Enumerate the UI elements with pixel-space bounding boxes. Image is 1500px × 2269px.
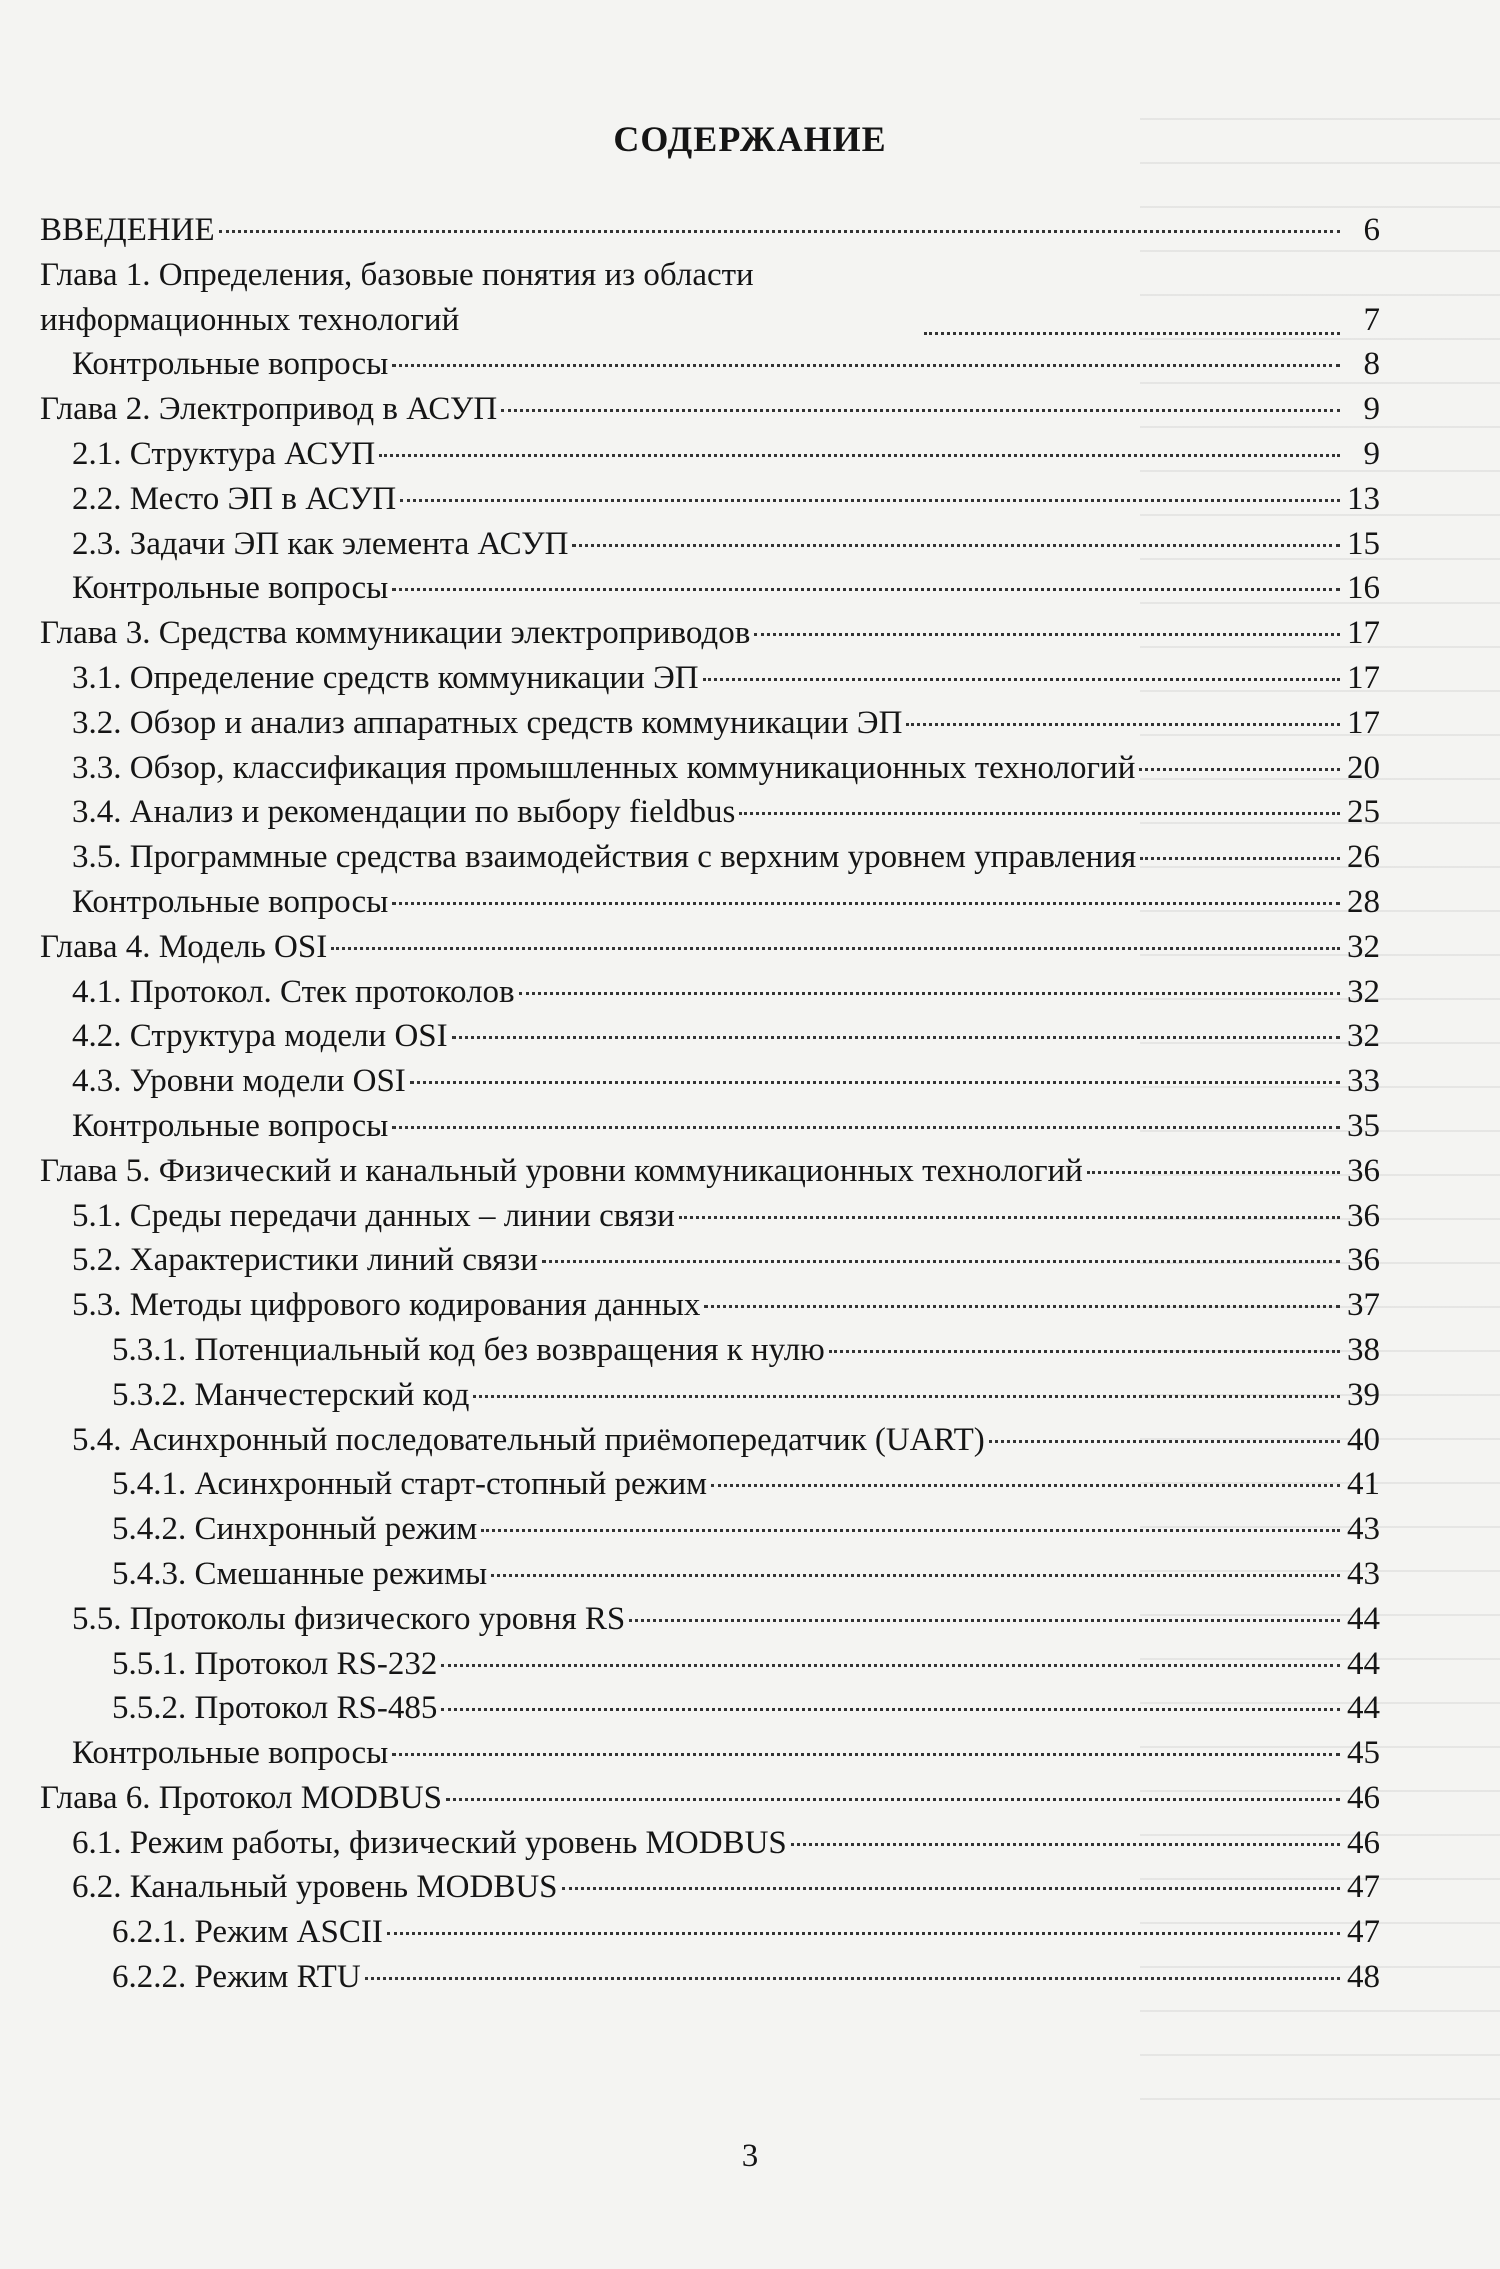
dot-leader bbox=[473, 1395, 1340, 1398]
toc-entry-title: Глава 5. Физический и канальный уровни коммуникационных технологий bbox=[40, 1152, 1083, 1189]
toc-entry-page: 44 bbox=[1347, 1690, 1380, 1727]
dot-leader bbox=[392, 902, 1340, 905]
toc-entry-title: 5.3. Методы цифрового кодирования данных bbox=[72, 1287, 701, 1324]
toc-entry-page: 38 bbox=[1347, 1331, 1380, 1368]
toc-entry-title: 5.3.2. Манчестерский код bbox=[112, 1376, 470, 1413]
toc-entry-page: 41 bbox=[1347, 1466, 1380, 1503]
toc-entry-page: 8 bbox=[1363, 346, 1380, 383]
toc-entry bbox=[40, 1059, 1380, 1104]
toc-entry-page: 44 bbox=[1347, 1600, 1380, 1637]
toc-entry-title: 2.2. Место ЭП в АСУП bbox=[72, 480, 397, 517]
toc-entry-page: 9 bbox=[1363, 391, 1380, 428]
dot-leader bbox=[703, 678, 1340, 681]
toc-entry-title: 6.1. Режим работы, физический уровень MODBUS bbox=[72, 1824, 787, 1861]
toc-entry bbox=[40, 880, 1380, 925]
toc-entry bbox=[40, 1462, 1380, 1507]
toc-entry bbox=[40, 1373, 1380, 1418]
toc-entry bbox=[40, 925, 1380, 970]
dot-leader bbox=[379, 454, 1340, 457]
toc-entry-page: 20 bbox=[1347, 749, 1380, 786]
toc-entry bbox=[40, 746, 1380, 791]
toc-entry-page: 35 bbox=[1347, 1107, 1380, 1144]
toc-entry bbox=[40, 253, 1380, 343]
dot-leader bbox=[572, 544, 1340, 547]
toc-entry bbox=[40, 1642, 1380, 1687]
toc-entry bbox=[40, 342, 1380, 387]
toc-entry bbox=[40, 1507, 1380, 1552]
toc-entry-page: 44 bbox=[1347, 1645, 1380, 1682]
toc-entry-page: 7 bbox=[1363, 301, 1380, 338]
toc-entry-title: 5.2. Характеристики линий связи bbox=[72, 1242, 538, 1279]
toc-entry-title: 6.2.2. Режим RTU bbox=[112, 1959, 361, 1996]
dot-leader bbox=[989, 1440, 1340, 1443]
toc-entry-title: Контрольные вопросы bbox=[72, 570, 389, 607]
table-of-contents bbox=[40, 208, 1380, 2000]
toc-entry-page: 37 bbox=[1347, 1287, 1380, 1324]
dot-leader bbox=[1139, 768, 1340, 771]
toc-entry-page: 36 bbox=[1347, 1242, 1380, 1279]
toc-entry-title: 3.1. Определение средств коммуникации ЭП bbox=[72, 659, 699, 696]
toc-entry-title: Глава 2. Электропривод в АСУП bbox=[40, 391, 498, 428]
dot-leader bbox=[446, 1798, 1340, 1801]
toc-entry-title: 4.1. Протокол. Стек протоколов bbox=[72, 973, 515, 1010]
toc-entry bbox=[40, 1283, 1380, 1328]
toc-entry-title: 5.4. Асинхронный последовательный приёмопередатчик (UART) bbox=[72, 1421, 985, 1458]
toc-entry-page: 36 bbox=[1347, 1197, 1380, 1234]
dot-leader bbox=[365, 1977, 1340, 1980]
toc-entry-page: 9 bbox=[1363, 435, 1380, 472]
dot-leader bbox=[754, 633, 1340, 636]
toc-entry-page: 28 bbox=[1347, 883, 1380, 920]
toc-entry-page: 13 bbox=[1347, 480, 1380, 517]
toc-entry-page: 40 bbox=[1347, 1421, 1380, 1458]
toc-entry-title: Контрольные вопросы bbox=[72, 346, 389, 383]
dot-leader bbox=[219, 230, 1340, 233]
toc-entry bbox=[40, 477, 1380, 522]
toc-entry-title: 2.3. Задачи ЭП как элемента АСУП bbox=[72, 525, 569, 562]
dot-leader bbox=[906, 723, 1340, 726]
toc-entry-title: 5.4.3. Смешанные режимы bbox=[112, 1555, 488, 1592]
toc-entry bbox=[40, 1418, 1380, 1463]
toc-entry-page: 43 bbox=[1347, 1511, 1380, 1548]
toc-entry bbox=[40, 1865, 1380, 1910]
toc-entry bbox=[40, 1552, 1380, 1597]
toc-entry-page: 17 bbox=[1347, 659, 1380, 696]
dot-leader bbox=[542, 1260, 1340, 1263]
dot-leader bbox=[829, 1350, 1340, 1353]
dot-leader bbox=[331, 947, 1340, 950]
dot-leader bbox=[410, 1081, 1340, 1084]
dot-leader bbox=[392, 1753, 1340, 1756]
dot-leader bbox=[392, 364, 1340, 367]
dot-leader bbox=[501, 409, 1340, 412]
toc-entry-page: 32 bbox=[1347, 1018, 1380, 1055]
toc-entry bbox=[40, 656, 1380, 701]
toc-entry-title: 2.1. Структура АСУП bbox=[72, 435, 376, 472]
dot-leader bbox=[441, 1664, 1340, 1667]
toc-entry-page: 17 bbox=[1347, 615, 1380, 652]
toc-entry-page: 47 bbox=[1347, 1914, 1380, 1951]
toc-entry-page: 33 bbox=[1347, 1063, 1380, 1100]
toc-entry-page: 26 bbox=[1347, 839, 1380, 876]
toc-entry-page: 45 bbox=[1347, 1735, 1380, 1772]
dot-leader bbox=[924, 332, 1340, 335]
toc-entry-title: Контрольные вопросы bbox=[72, 1735, 389, 1772]
toc-entry bbox=[40, 1014, 1380, 1059]
toc-entry bbox=[40, 1821, 1380, 1866]
dot-leader bbox=[739, 812, 1340, 815]
toc-entry bbox=[40, 835, 1380, 880]
toc-entry-page: 36 bbox=[1347, 1152, 1380, 1189]
toc-entry bbox=[40, 970, 1380, 1015]
toc-entry-page: 32 bbox=[1347, 973, 1380, 1010]
dot-leader bbox=[629, 1619, 1340, 1622]
toc-entry-title: Глава 3. Средства коммуникации электроприводов bbox=[40, 615, 751, 652]
dot-leader bbox=[791, 1843, 1340, 1846]
toc-entry-title: 6.2.1. Режим ASCII bbox=[112, 1914, 383, 1951]
toc-entry bbox=[40, 432, 1380, 477]
toc-entry-title: 5.1. Среды передачи данных – линии связи bbox=[72, 1197, 675, 1234]
toc-entry bbox=[40, 1910, 1380, 1955]
toc-entry-title: 3.2. Обзор и анализ аппаратных средств коммуникации ЭП bbox=[72, 704, 903, 741]
toc-entry-title: Глава 4. Модель OSI bbox=[40, 928, 328, 965]
toc-entry-title: Контрольные вопросы bbox=[72, 1107, 389, 1144]
toc-entry-title: Контрольные вопросы bbox=[72, 883, 389, 920]
toc-entry bbox=[40, 566, 1380, 611]
toc-entry bbox=[40, 1731, 1380, 1776]
dot-leader bbox=[704, 1305, 1340, 1308]
toc-entry-page: 47 bbox=[1347, 1869, 1380, 1906]
toc-entry bbox=[40, 522, 1380, 567]
dot-leader bbox=[441, 1708, 1340, 1711]
toc-entry-title: 5.4.2. Синхронный режим bbox=[112, 1511, 478, 1548]
toc-entry-page: 6 bbox=[1363, 212, 1380, 248]
dot-leader bbox=[400, 499, 1340, 502]
toc-entry bbox=[40, 1194, 1380, 1239]
toc-entry bbox=[40, 1238, 1380, 1283]
toc-entry bbox=[40, 611, 1380, 656]
dot-leader bbox=[519, 992, 1340, 995]
dot-leader bbox=[1140, 857, 1340, 860]
toc-entry-title: 6.2. Канальный уровень MODBUS bbox=[72, 1869, 558, 1906]
dot-leader bbox=[392, 1126, 1340, 1129]
toc-entry bbox=[40, 1686, 1380, 1731]
toc-entry-title: 5.5.2. Протокол RS-485 bbox=[112, 1690, 438, 1727]
toc-entry bbox=[40, 387, 1380, 432]
toc-entry bbox=[40, 1776, 1380, 1821]
toc-entry bbox=[40, 208, 1380, 253]
toc-entry bbox=[40, 790, 1380, 835]
dot-leader bbox=[392, 588, 1340, 591]
toc-entry-title: 5.5.1. Протокол RS-232 bbox=[112, 1645, 438, 1682]
toc-entry-title: Глава 1. Определения, базовые понятия из области информационных технологий bbox=[40, 256, 754, 338]
dot-leader bbox=[452, 1036, 1340, 1039]
toc-entry-title: 3.5. Программные средства взаимодействия с верхним уровнем управления bbox=[72, 839, 1137, 876]
toc-entry bbox=[40, 1104, 1380, 1149]
toc-entry bbox=[40, 1149, 1380, 1194]
toc-entry-title: 4.2. Структура модели OSI bbox=[72, 1018, 448, 1055]
toc-entry-title: Глава 6. Протокол MODBUS bbox=[40, 1779, 442, 1816]
dot-leader bbox=[679, 1216, 1340, 1219]
toc-entry-page: 46 bbox=[1347, 1824, 1380, 1861]
dot-leader bbox=[1087, 1171, 1340, 1174]
toc-entry-page: 25 bbox=[1347, 794, 1380, 831]
toc-entry-page: 15 bbox=[1347, 525, 1380, 562]
dot-leader bbox=[491, 1574, 1340, 1577]
toc-entry-title: ВВЕДЕНИЕ bbox=[40, 212, 215, 248]
dot-leader bbox=[481, 1529, 1340, 1532]
toc-entry bbox=[40, 701, 1380, 746]
toc-entry-title: 5.5. Протоколы физического уровня RS bbox=[72, 1600, 626, 1637]
toc-entry-page: 16 bbox=[1347, 570, 1380, 607]
toc-entry-title: 5.4.1. Асинхронный старт-стопный режим bbox=[112, 1466, 707, 1503]
toc-entry-title: 3.4. Анализ и рекомендации по выбору fieldbus bbox=[72, 794, 736, 831]
toc-entry-page: 46 bbox=[1347, 1779, 1380, 1816]
toc-entry-title: 5.3.1. Потенциальный код без возвращения к нулю bbox=[112, 1331, 825, 1368]
toc-entry bbox=[40, 1328, 1380, 1373]
toc-entry-page: 17 bbox=[1347, 704, 1380, 741]
dot-leader bbox=[387, 1932, 1340, 1935]
page-title: СОДЕРЖАНИЕ bbox=[613, 119, 887, 159]
dot-leader bbox=[562, 1887, 1340, 1890]
toc-entry-page: 39 bbox=[1347, 1376, 1380, 1413]
toc-entry bbox=[40, 1597, 1380, 1642]
toc-entry-page: 32 bbox=[1347, 928, 1380, 965]
toc-entry-page: 43 bbox=[1347, 1555, 1380, 1592]
dot-leader bbox=[711, 1484, 1340, 1487]
page-number: 3 bbox=[741, 2138, 759, 2174]
toc-entry-title: 4.3. Уровни модели OSI bbox=[72, 1063, 406, 1100]
toc-entry-title: 3.3. Обзор, классификация промышленных коммуникационных технологий bbox=[72, 749, 1136, 786]
toc-entry bbox=[40, 1955, 1380, 2000]
toc-entry-page: 48 bbox=[1347, 1959, 1380, 1996]
